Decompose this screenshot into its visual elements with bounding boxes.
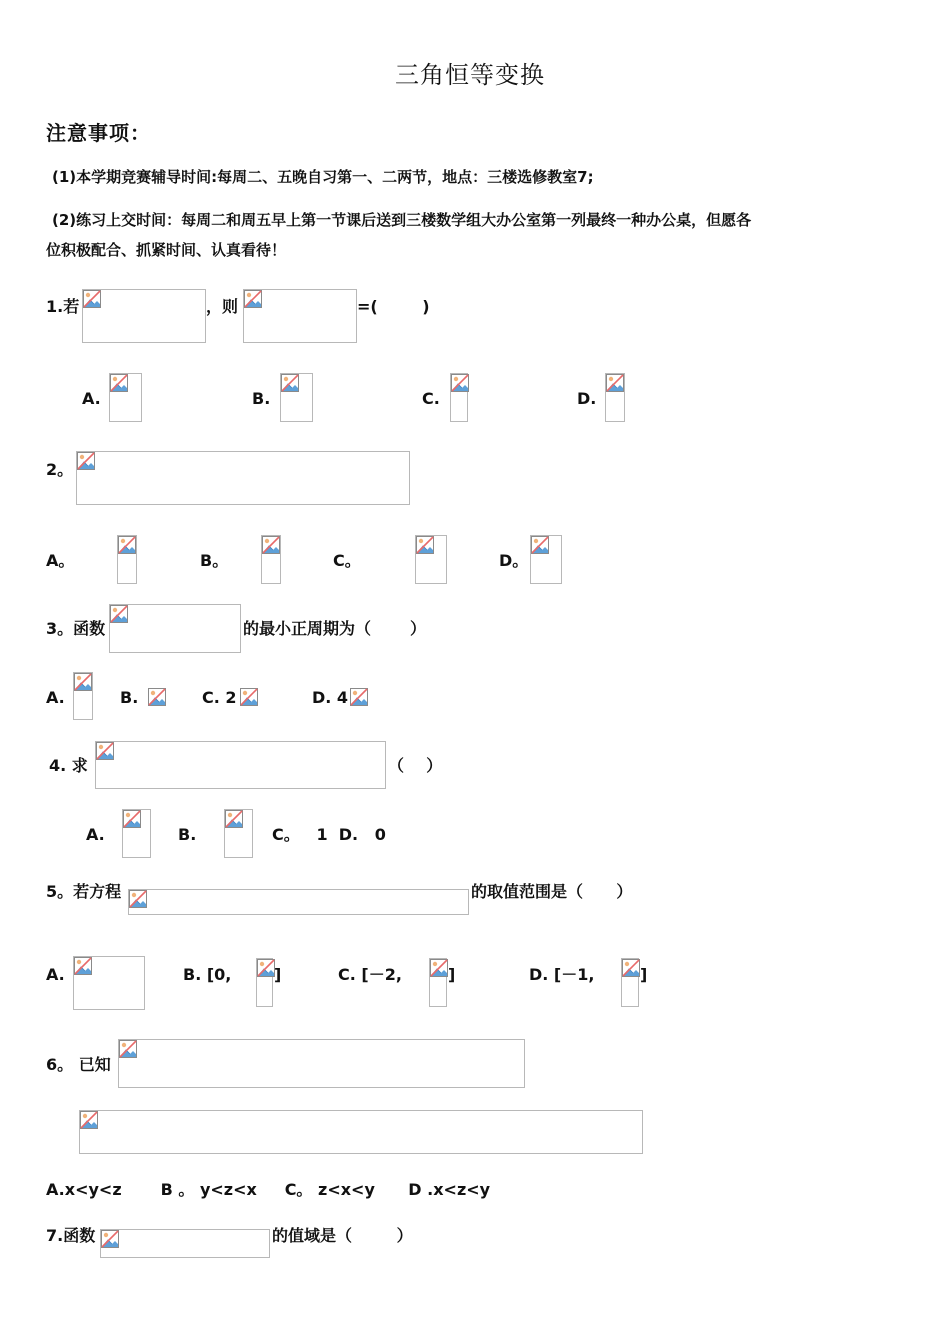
broken-image-icon	[430, 959, 448, 977]
q2-option-d: D。	[499, 551, 529, 570]
broken-image-icon	[123, 810, 141, 828]
q2-formula-image	[76, 451, 410, 505]
q2-option-b-image	[261, 535, 281, 584]
broken-image-icon	[350, 688, 368, 706]
page-title: 三角恒等变换	[395, 61, 545, 89]
q4-option-a: A.	[86, 825, 105, 844]
q3-option-b: B.	[120, 688, 139, 707]
q5-option-b: B. [0,	[183, 965, 232, 984]
q7-function-image	[100, 1229, 270, 1258]
q5-equation-image	[128, 889, 469, 915]
q5-option-c-image	[429, 958, 447, 1007]
q1-stem-prefix: 1.若	[46, 297, 80, 316]
q2-option-d-image	[530, 535, 562, 584]
q4-stem-suffix: （ ）	[388, 756, 443, 775]
q3-stem-prefix: 3。函数	[46, 619, 106, 638]
q1-option-b: B.	[252, 389, 271, 408]
q3-option-d: D. 4	[312, 688, 349, 707]
q5-option-d-image	[621, 958, 639, 1007]
q5-option-c: C. [－2,	[338, 965, 402, 984]
notice-heading: 注意事项：	[46, 121, 151, 145]
q6-stem: 6。 已知	[46, 1055, 111, 1074]
q1-formula-image	[82, 289, 206, 343]
q2-option-a: A。	[46, 551, 75, 570]
q5-stem-suffix: 的取值范围是（ ）	[471, 882, 633, 901]
broken-image-icon	[148, 688, 166, 706]
broken-image-icon	[77, 452, 95, 470]
broken-image-icon	[101, 1230, 119, 1248]
q1-option-a-image	[109, 373, 142, 422]
notice-item-2-line-2: 位积极配合、抓紧时间、认真看待！	[46, 241, 287, 259]
broken-image-icon	[281, 374, 299, 392]
q3-option-a: A.	[46, 688, 65, 707]
q5-option-b-image	[256, 958, 273, 1007]
q3-option-c: C. 2	[202, 688, 237, 707]
broken-image-icon	[118, 536, 136, 554]
q3-option-a-image	[73, 672, 93, 720]
broken-image-icon	[110, 374, 128, 392]
q6-options: A.x<y<z B 。 y<z<x C。 z<x<y D .x<z<y	[46, 1180, 491, 1199]
broken-image-icon	[110, 605, 128, 623]
q2-option-c-image	[415, 535, 447, 584]
q1-option-c-image	[450, 373, 468, 422]
q4-option-b-image	[224, 809, 253, 858]
q4-option-c-d: C。 1 D. 0	[272, 825, 386, 844]
broken-image-icon	[129, 890, 147, 908]
broken-image-icon	[606, 374, 624, 392]
broken-image-icon	[451, 374, 469, 392]
broken-image-icon	[244, 290, 262, 308]
broken-image-icon	[262, 536, 280, 554]
broken-image-icon	[96, 742, 114, 760]
q1-option-d: D.	[577, 389, 597, 408]
broken-image-icon	[416, 536, 434, 554]
q4-option-b: B.	[178, 825, 197, 844]
broken-image-icon	[531, 536, 549, 554]
q7-stem-suffix: 的值域是（ ）	[272, 1226, 413, 1245]
q7-stem-prefix: 7.函数	[46, 1226, 96, 1245]
q5-option-b-close: ]	[274, 965, 282, 984]
q6-given-image	[118, 1039, 525, 1088]
broken-image-icon	[74, 957, 92, 975]
q2-option-c: C。	[333, 551, 361, 570]
q5-option-a-image	[73, 956, 145, 1010]
q5-option-a: A.	[46, 965, 65, 984]
broken-image-icon	[83, 290, 101, 308]
q4-option-a-image	[122, 809, 151, 858]
broken-image-icon	[80, 1111, 98, 1129]
q1-option-c: C.	[422, 389, 440, 408]
q1-option-a: A.	[82, 389, 101, 408]
q1-stem-suffix: =( )	[357, 297, 430, 316]
broken-image-icon	[622, 959, 640, 977]
q4-stem-prefix: 4. 求	[49, 756, 88, 775]
notice-item-2-line-1: (2)练习上交时间：每周二和周五早上第一节课后送到三楼数学组大办公室第一列最终一种办公桌，但愿各	[52, 211, 752, 229]
notice-item-1: (1)本学期竞赛辅导时间:每周二、五晚自习第一、二两节，地点：三楼选修教室7;	[52, 168, 594, 186]
q4-expression-image	[95, 741, 386, 789]
q3-stem-suffix: 的最小正周期为（ ）	[243, 619, 426, 638]
q5-option-c-close: ]	[448, 965, 456, 984]
broken-image-icon	[74, 673, 92, 691]
q1-expression-image	[243, 289, 357, 343]
broken-image-icon	[225, 810, 243, 828]
q2-option-b: B。	[200, 551, 229, 570]
broken-image-icon	[257, 959, 275, 977]
q5-option-d: D. [－1,	[529, 965, 595, 984]
broken-image-icon	[119, 1040, 137, 1058]
q1-option-d-image	[605, 373, 625, 422]
q6-definition-image	[79, 1110, 643, 1154]
q2-option-a-image	[117, 535, 137, 584]
q5-stem-prefix: 5。若方程	[46, 882, 122, 901]
q3-function-image	[109, 604, 241, 653]
broken-image-icon	[240, 688, 258, 706]
q2-stem: 2。	[46, 460, 74, 479]
q1-option-b-image	[280, 373, 313, 422]
q1-stem-middle: ，则	[206, 297, 239, 316]
q5-option-d-close: ]	[640, 965, 648, 984]
